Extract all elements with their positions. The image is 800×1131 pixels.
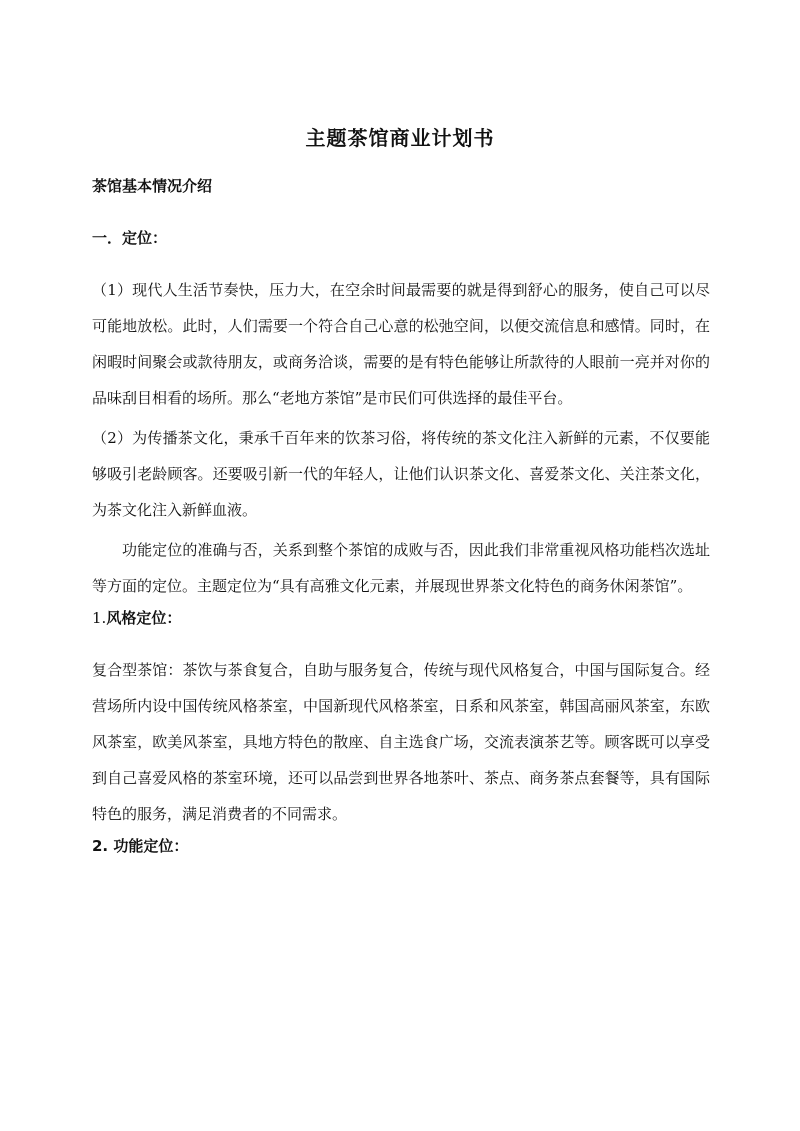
function-positioning-heading: 2. 功能定位： (92, 837, 189, 855)
paragraph-3: 功能定位的准确与否，关系到整个茶馆的成败与否，因此我们非常重视风格功能档次选址等方面的定位。主题定位为“具有高雅文化元素，并展现世界茶文化特色的商务休闲茶馆”。 (92, 541, 710, 595)
document-body (92, 176, 710, 880)
paragraph-2: （2）为传播茶文化，秉承千百年来的饮茶习俗，将传统的茶文化注入新鲜的元素，不仅要能够吸引老龄顾客。还要吸引新一代的年轻人，让他们认识茶文化、喜爱茶文化、关注茶文化，为茶文化注入新鲜血液。 (92, 429, 710, 519)
part-heading-positioning: 一．定位： (92, 229, 168, 247)
style-heading-number: 1. (92, 609, 107, 627)
page-title: 主题茶馆商业计划书 (305, 126, 495, 150)
style-positioning-heading (92, 608, 710, 644)
paragraph-4: 复合型茶馆：茶饮与茶食复合，自助与服务复合，传统与现代风格复合，中国与国际复合。经营场所内设中国传统风格茶室，中国新现代风格茶室，日系和风茶室，韩国高丽风茶室，东欧风茶室，欧美风茶室，具地方特色的散座、自主选食广场，交流表演茶艺等。顾客既可以享受到自己喜爱风格的茶室环境，还可以品尝到世界各地茶叶、茶点、商务茶点套餐等，具有国际特色的服务，满足消费者的不同需求。 (92, 661, 710, 823)
paragraph-1: （1）现代人生活节奏快，压力大，在空余时间最需要的就是得到舒心的服务，使自己可以尽可能地放松。此时，人们需要一个符合自己心意的松弛空间，以便交流信息和感情。同时，在闲暇时间聚会或款待朋友，或商务洽谈，需要的是有特色能够让所款待的人眼前一亮并对你的品味刮目相看的场所。那么“老地方茶馆”是市民们可供选择的最佳平台。 (92, 281, 710, 407)
section-heading: 茶馆基本情况介绍 (92, 177, 213, 195)
style-heading-text: 风格定位： (106, 609, 182, 627)
